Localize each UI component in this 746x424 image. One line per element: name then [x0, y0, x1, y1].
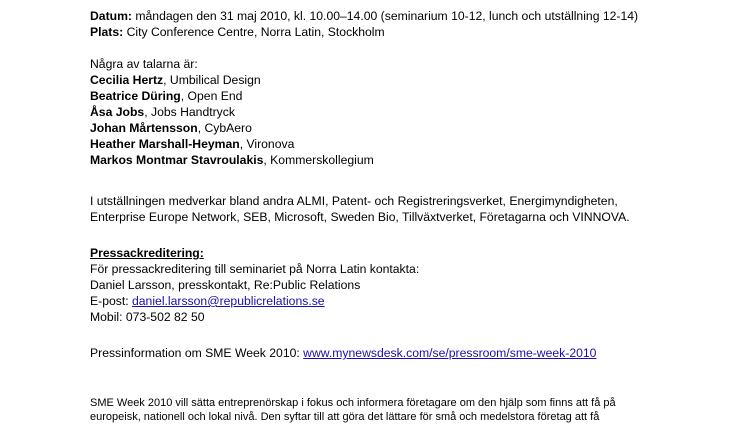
- speaker-line: [90, 152, 374, 168]
- press-heading: Pressackreditering:: [90, 246, 204, 260]
- date-label: Datum:: [90, 9, 132, 23]
- speaker-line: [90, 104, 235, 120]
- date-line: [90, 8, 638, 24]
- speaker-org: , CybAero: [197, 121, 252, 135]
- exhibition-line-1: I utställningen medverkar bland andra ALMI, Patent- och Registreringsverket, Energimyndigheten,: [90, 194, 618, 208]
- email-label: E-post:: [90, 294, 132, 308]
- speaker-name: Beatrice Düring: [90, 89, 181, 103]
- speaker-name: Heather Marshall-Heyman: [90, 137, 240, 151]
- press-email-line: [90, 293, 325, 309]
- speaker-name: Markos Montmar Stavroulakis: [90, 153, 264, 167]
- speakers-heading: Några av talarna är:: [90, 57, 198, 71]
- speaker-name: Cecilia Hertz: [90, 73, 164, 87]
- speaker-org: , Jobs Handtryck: [144, 105, 235, 119]
- speaker-line: [90, 72, 261, 88]
- speaker-line: [90, 120, 252, 136]
- pressinfo-label: Pressinformation om SME Week 2010:: [90, 346, 304, 360]
- speaker-org: , Vironova: [239, 137, 295, 151]
- date-value: måndagen den 31 maj 2010, kl. 10.00–14.00 (seminarium 10-12, lunch och utställning 12-14): [131, 9, 639, 23]
- place-value: City Conference Centre, Norra Latin, Stockholm: [123, 25, 385, 39]
- place-line: [90, 24, 385, 40]
- exhibition-line-2: Enterprise Europe Network, SEB, Microsoft, Sweden Bio, Tillväxtverket, Företagarna och VINNOVA.: [90, 210, 630, 224]
- speaker-line: [90, 88, 242, 104]
- footer-line-1: SME Week 2010 vill sätta entreprenörskap i fokus och informera företagare om den hjälp som finns att få på: [90, 397, 616, 409]
- speaker-name: Johan Mårtensson: [90, 121, 198, 135]
- press-line-1: För pressackreditering till seminariet på Norra Latin kontakta:: [90, 262, 420, 276]
- email-link[interactable]: daniel.larsson@republicrelations.se: [132, 294, 325, 308]
- speaker-org: , Umbilical Design: [163, 73, 261, 87]
- speaker-line: [90, 136, 294, 152]
- speaker-org: , Open End: [180, 89, 243, 103]
- press-line-2: Daniel Larsson, presskontakt, Re:Public Relations: [90, 278, 361, 292]
- press-mobile: Mobil: 073-502 82 50: [90, 310, 205, 324]
- speaker-name: Åsa Jobs: [90, 105, 145, 119]
- pressinfo-line: [90, 345, 596, 361]
- place-label: Plats:: [90, 25, 124, 39]
- footer-line-2: europeisk, nationell och lokal nivå. Den syftar till att göra det lättare för små och medelstora företag att få: [90, 411, 600, 423]
- pressroom-link[interactable]: www.mynewsdesk.com/se/pressroom/sme-week-2010: [303, 346, 597, 360]
- speaker-org: , Kommerskollegium: [263, 153, 374, 167]
